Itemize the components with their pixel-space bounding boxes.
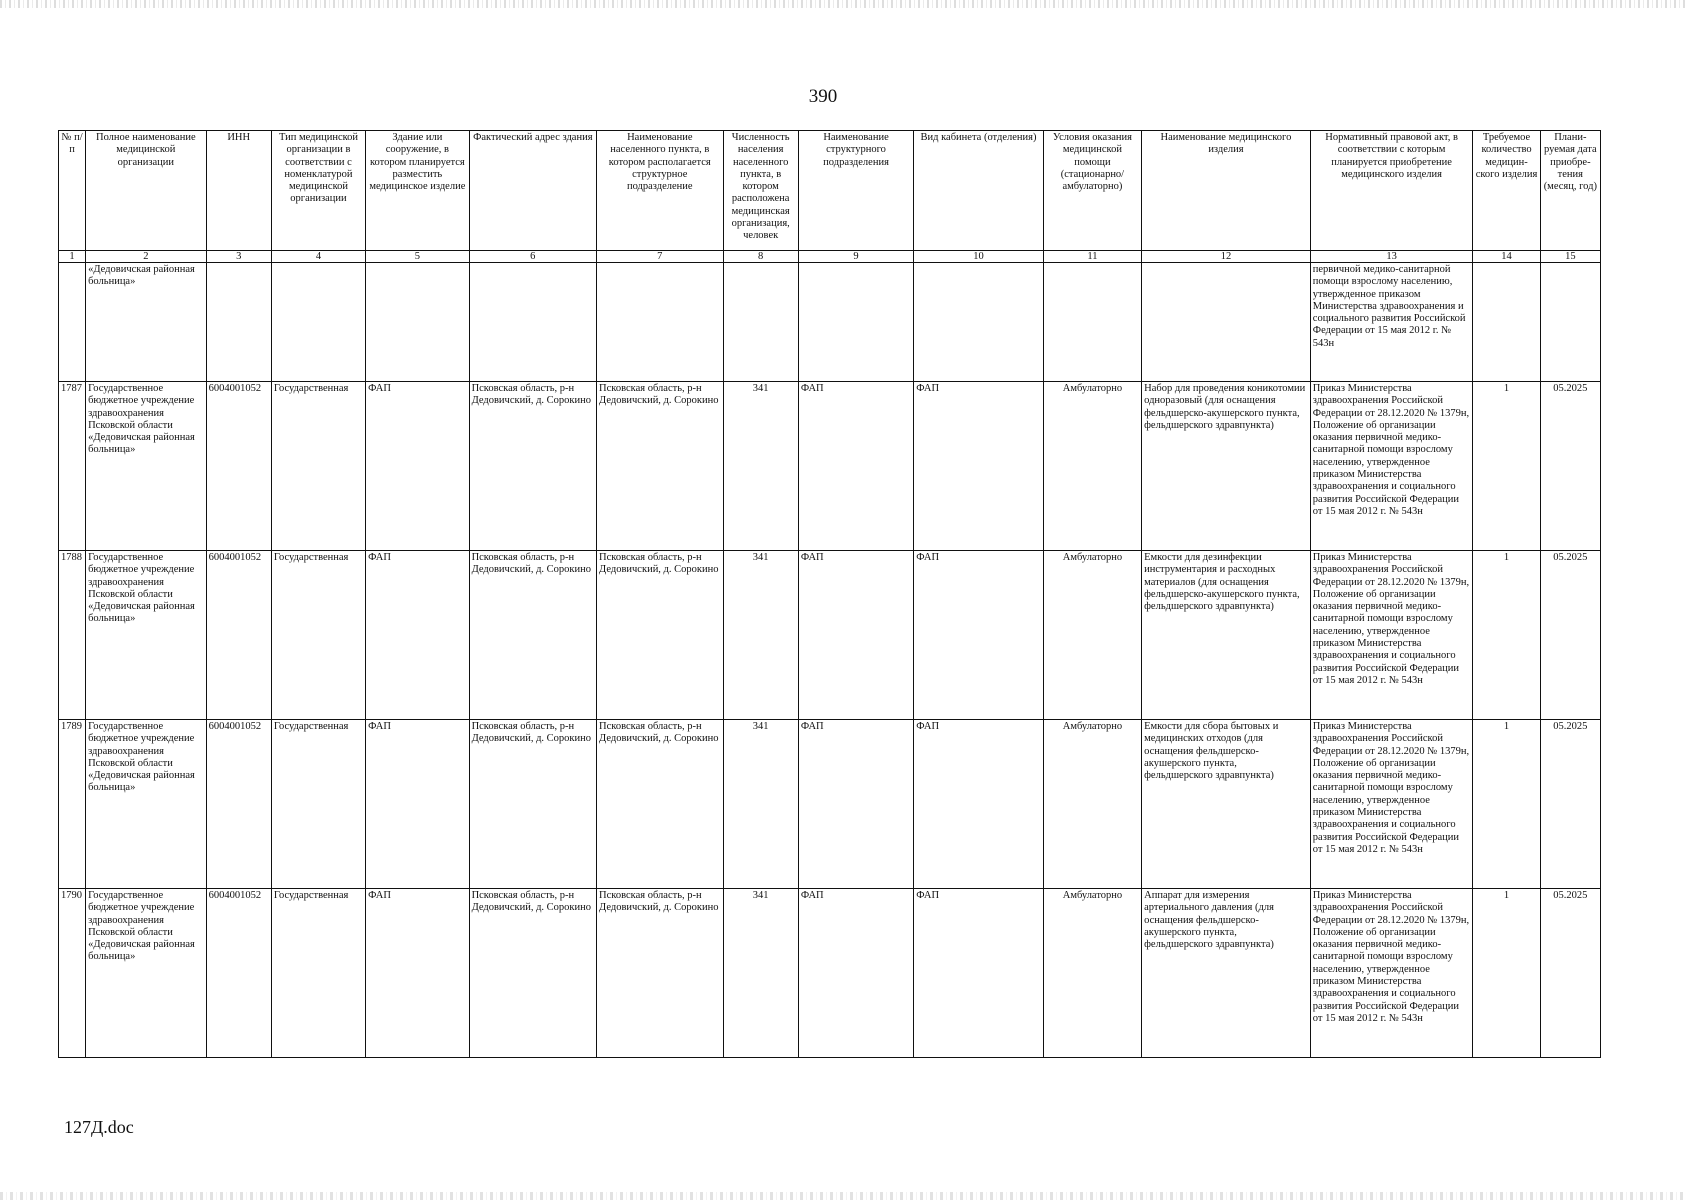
cell-inn: 6004001052 xyxy=(206,382,271,551)
col-header-population: Численность населения населенного пункта, в котором расположена медицинская организация, человек xyxy=(723,131,798,251)
col-header-inn: ИНН xyxy=(206,131,271,251)
continuation-row xyxy=(59,263,1601,382)
cell-conditions: Амбулаторно xyxy=(1043,551,1141,720)
cell-building: ФАП xyxy=(366,382,469,551)
cell-org: Государственное бюджетное учреждение здравоохранения Псковской области «Дедовичская районная больница» xyxy=(86,551,206,720)
cell-org: Государственное бюджетное учреждение здравоохранения Псковской области «Дедовичская районная больница» xyxy=(86,889,206,1058)
cell-address: Псковская область, р-н Дедовичский, д. Сорокино xyxy=(469,382,596,551)
cell-act: первичной медико-санитарной помощи взрослому населению, утвержденное приказом Министерства здравоохранения и социального развития Российской Федерации от 15 мая 2012 г. № 543н xyxy=(1310,263,1473,382)
cell-type: Государственная xyxy=(271,382,365,551)
cell-settlement: Псковская область, р-н Дедовичский, д. Сорокино xyxy=(597,889,723,1058)
cell-date: 05.2025 xyxy=(1540,382,1600,551)
col-header-org: Полное наименование медицинской организации xyxy=(86,131,206,251)
column-number: 5 xyxy=(366,251,469,263)
column-number: 3 xyxy=(206,251,271,263)
cell-act: Приказ Министерства здравоохранения Российской Федерации от 28.12.2020 № 1379н, Положение об организации оказания первичной медико-санитарной помощи взрослому населению, утвержденное приказом Министерства здравоохранения и социального развития Российской Федерации от 15 мая 2012 г. № 543н xyxy=(1310,382,1473,551)
cell-type: Государственная xyxy=(271,551,365,720)
column-number: 8 xyxy=(723,251,798,263)
scan-edge-top xyxy=(0,0,1686,8)
cell-qty: 1 xyxy=(1473,551,1540,720)
col-header-act: Нормативный правовой акт, в соответствии с которым планируется приобретение медицинского изделия xyxy=(1310,131,1473,251)
table-row xyxy=(59,720,1601,889)
cell-unit: ФАП xyxy=(798,720,913,889)
table-row xyxy=(59,889,1601,1058)
equipment-table xyxy=(58,130,1601,1058)
cell-act: Приказ Министерства здравоохранения Российской Федерации от 28.12.2020 № 1379н, Положение об организации оказания первичной медико-санитарной помощи взрослому населению, утвержденное приказом Министерства здравоохранения и социального развития Российской Федерации от 15 мая 2012 г. № 543н xyxy=(1310,551,1473,720)
col-header-num: № п/п xyxy=(59,131,86,251)
column-number: 12 xyxy=(1142,251,1311,263)
cell-settlement: Псковская область, р-н Дедовичский, д. Сорокино xyxy=(597,382,723,551)
cell-address: Псковская область, р-н Дедовичский, д. Сорокино xyxy=(469,551,596,720)
cell-cabinet: ФАП xyxy=(914,551,1044,720)
cell-population: 341 xyxy=(723,720,798,889)
cell-qty: 1 xyxy=(1473,720,1540,889)
column-number: 13 xyxy=(1310,251,1473,263)
col-header-conditions: Условия оказания медицинской помощи (стационарно/ амбулаторно) xyxy=(1043,131,1141,251)
column-number: 14 xyxy=(1473,251,1540,263)
cell-unit: ФАП xyxy=(798,382,913,551)
col-header-qty: Требуемое количество медицин-ского изделия xyxy=(1473,131,1540,251)
cell-conditions: Амбулаторно xyxy=(1043,889,1141,1058)
cell-inn: 6004001052 xyxy=(206,720,271,889)
page-number: 390 xyxy=(808,86,838,107)
cell-act: Приказ Министерства здравоохранения Российской Федерации от 28.12.2020 № 1379н, Положение об организации оказания первичной медико-санитарной помощи взрослому населению, утвержденное приказом Министерства здравоохранения и социального развития Российской Федерации от 15 мая 2012 г. № 543н xyxy=(1310,720,1473,889)
cell-num: 1788 xyxy=(59,551,86,720)
column-number: 15 xyxy=(1540,251,1600,263)
cell-cabinet: ФАП xyxy=(914,720,1044,889)
col-header-type: Тип медицинской организации в соответствии с номенклатурой медицинской организации xyxy=(271,131,365,251)
cell-device: Емкости для сбора бытовых и медицинских отходов (для оснащения фельдшерско-акушерского пункта, фельдшерского здравпункта) xyxy=(1142,720,1311,889)
column-number: 10 xyxy=(914,251,1044,263)
column-number: 7 xyxy=(597,251,723,263)
cell-date: 05.2025 xyxy=(1540,720,1600,889)
cell-cabinet: ФАП xyxy=(914,382,1044,551)
col-header-cabinet: Вид кабинета (отделения) xyxy=(914,131,1044,251)
column-number: 11 xyxy=(1043,251,1141,263)
cell-address: Псковская область, р-н Дедовичский, д. Сорокино xyxy=(469,720,596,889)
column-number: 4 xyxy=(271,251,365,263)
cell-org: Государственное бюджетное учреждение здравоохранения Псковской области «Дедовичская районная больница» xyxy=(86,382,206,551)
cell-settlement: Псковская область, р-н Дедовичский, д. Сорокино xyxy=(597,551,723,720)
cell-unit: ФАП xyxy=(798,889,913,1058)
col-header-device: Наименование медицинского изделия xyxy=(1142,131,1311,251)
cell-population: 341 xyxy=(723,382,798,551)
cell-cabinet: ФАП xyxy=(914,889,1044,1058)
cell-num: 1789 xyxy=(59,720,86,889)
column-number: 2 xyxy=(86,251,206,263)
cell-date: 05.2025 xyxy=(1540,889,1600,1058)
col-header-settlement: Наименование населенного пункта, в котором располагается структурное подразделение xyxy=(597,131,723,251)
cell-type: Государственная xyxy=(271,720,365,889)
cell-num: 1790 xyxy=(59,889,86,1058)
column-number: 1 xyxy=(59,251,86,263)
table-row xyxy=(59,382,1601,551)
cell-org: Государственное бюджетное учреждение здравоохранения Псковской области «Дедовичская районная больница» xyxy=(86,720,206,889)
cell-org: «Дедовичская районная больница» xyxy=(86,263,206,382)
cell-device: Набор для проведения коникотомии одноразовый (для оснащения фельдшерско-акушерского пункта, фельдшерского здравпункта) xyxy=(1142,382,1311,551)
cell-inn: 6004001052 xyxy=(206,551,271,720)
cell-qty: 1 xyxy=(1473,889,1540,1058)
cell-population: 341 xyxy=(723,551,798,720)
col-header-address: Фактический адрес здания xyxy=(469,131,596,251)
col-header-building: Здание или сооружение, в котором планируется разместить медицинское изделие xyxy=(366,131,469,251)
cell-building: ФАП xyxy=(366,551,469,720)
cell-act: Приказ Министерства здравоохранения Российской Федерации от 28.12.2020 № 1379н, Положение об организации оказания первичной медико-санитарной помощи взрослому населению, утвержденное приказом Министерства здравоохранения и социального развития Российской Федерации от 15 мая 2012 г. № 543н xyxy=(1310,889,1473,1058)
table-row xyxy=(59,551,1601,720)
cell-conditions: Амбулаторно xyxy=(1043,382,1141,551)
col-header-unit: Наименование структурного подразделения xyxy=(798,131,913,251)
cell-inn: 6004001052 xyxy=(206,889,271,1058)
column-number: 9 xyxy=(798,251,913,263)
cell-device: Емкости для дезинфекции инструментария и расходных материалов (для оснащения фельдшерско-акушерского пункта, фельдшерского здравпункта) xyxy=(1142,551,1311,720)
footer-filename: 127Д.doc xyxy=(64,1117,134,1137)
cell-qty: 1 xyxy=(1473,382,1540,551)
cell-building: ФАП xyxy=(366,720,469,889)
cell-type: Государственная xyxy=(271,889,365,1058)
cell-settlement: Псковская область, р-н Дедовичский, д. Сорокино xyxy=(597,720,723,889)
column-number: 6 xyxy=(469,251,596,263)
header-row xyxy=(59,131,1601,251)
column-number-row xyxy=(59,251,1601,263)
cell-building: ФАП xyxy=(366,889,469,1058)
cell-address: Псковская область, р-н Дедовичский, д. Сорокино xyxy=(469,889,596,1058)
cell-num: 1787 xyxy=(59,382,86,551)
cell-unit: ФАП xyxy=(798,551,913,720)
cell-date: 05.2025 xyxy=(1540,551,1600,720)
col-header-date: Плани-руемая дата приобре-тения (месяц, год) xyxy=(1540,131,1600,251)
cell-device: Аппарат для измерения артериального давления (для оснащения фельдшерско-акушерского пункта, фельдшерского здравпункта) xyxy=(1142,889,1311,1058)
scan-edge-bottom xyxy=(0,1192,1686,1200)
cell-population: 341 xyxy=(723,889,798,1058)
cell-conditions: Амбулаторно xyxy=(1043,720,1141,889)
